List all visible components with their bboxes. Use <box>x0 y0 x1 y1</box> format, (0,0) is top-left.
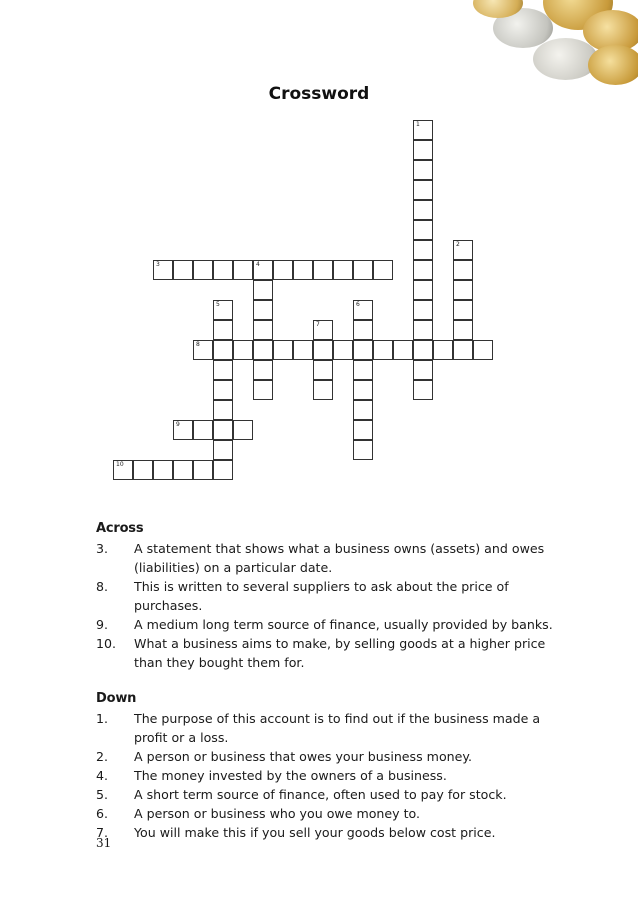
clue-item <box>96 747 566 766</box>
grid-cell[interactable] <box>413 260 433 280</box>
cell-number: 8 <box>196 341 200 348</box>
grid-cell[interactable] <box>393 340 413 360</box>
grid-cell[interactable] <box>213 460 233 480</box>
grid-cell[interactable] <box>213 260 233 280</box>
grid-cell[interactable] <box>193 420 213 440</box>
clue-text: A person or business who you owe money to. <box>134 806 421 821</box>
clue-text: A short term source of finance, often used to pay for stock. <box>134 787 507 802</box>
grid-cell[interactable] <box>273 340 293 360</box>
grid-cell[interactable] <box>113 460 133 480</box>
grid-cell[interactable] <box>413 180 433 200</box>
grid-cell[interactable] <box>353 380 373 400</box>
grid-cell[interactable] <box>413 240 433 260</box>
grid-cell[interactable] <box>173 420 193 440</box>
grid-cell[interactable] <box>353 400 373 420</box>
grid-cell[interactable] <box>453 340 473 360</box>
grid-cell[interactable] <box>213 440 233 460</box>
grid-cell[interactable] <box>213 380 233 400</box>
clue-item <box>96 709 566 747</box>
grid-cell[interactable] <box>373 260 393 280</box>
grid-cell[interactable] <box>413 340 433 360</box>
grid-cell[interactable] <box>293 260 313 280</box>
clue-text: This is written to several suppliers to ask about the price of purchases. <box>134 579 509 613</box>
grid-cell[interactable] <box>353 360 373 380</box>
grid-cell[interactable] <box>213 320 233 340</box>
cell-number: 3 <box>156 261 160 268</box>
grid-cell[interactable] <box>293 340 313 360</box>
grid-cell[interactable] <box>193 340 213 360</box>
grid-cell[interactable] <box>253 300 273 320</box>
grid-cell[interactable] <box>413 160 433 180</box>
grid-cell[interactable] <box>413 380 433 400</box>
clue-text: A statement that shows what a business owns (assets) and owes (liabilities) on a particular date. <box>134 541 545 575</box>
across-heading: Across <box>96 521 144 536</box>
cell-number: 1 <box>416 121 420 128</box>
grid-cell[interactable] <box>453 260 473 280</box>
cell-number: 2 <box>456 241 460 248</box>
grid-cell[interactable] <box>353 340 373 360</box>
grid-cell[interactable] <box>213 360 233 380</box>
grid-cell[interactable] <box>453 300 473 320</box>
grid-cell[interactable] <box>433 340 453 360</box>
clue-text: A person or business that owes your business money. <box>134 749 473 764</box>
clue-item <box>96 785 566 804</box>
grid-cell[interactable] <box>413 320 433 340</box>
down-heading: Down <box>96 691 137 706</box>
page-title: Crossword <box>268 84 370 104</box>
clue-text: The purpose of this account is to find out if the business made a profit or a loss. <box>134 711 541 745</box>
grid-cell[interactable] <box>153 460 173 480</box>
grid-cell[interactable] <box>353 260 373 280</box>
grid-cell[interactable] <box>213 300 233 320</box>
grid-cell[interactable] <box>213 420 233 440</box>
clue-number: 8. <box>96 579 109 594</box>
clue-number: 10. <box>96 636 117 651</box>
clue-item <box>96 577 566 615</box>
clue-text: What a business aims to make, by selling goods at a higher price than they bought them for. <box>134 636 546 670</box>
grid-cell[interactable] <box>353 440 373 460</box>
cell-number: 7 <box>316 321 320 328</box>
grid-cell[interactable] <box>253 360 273 380</box>
clue-text: You will make this if you sell your goods below cost price. <box>134 825 496 840</box>
clue-item <box>96 615 566 634</box>
grid-cell[interactable] <box>453 280 473 300</box>
clue-number: 4. <box>96 768 109 783</box>
page-number: 31 <box>96 836 112 850</box>
grid-cell[interactable] <box>253 380 273 400</box>
grid-cell[interactable] <box>313 340 333 360</box>
grid-cell[interactable] <box>193 260 213 280</box>
cell-number: 4 <box>256 261 260 268</box>
grid-cell[interactable] <box>213 340 233 360</box>
cell-number: 10 <box>116 461 124 468</box>
grid-cell[interactable] <box>413 120 433 140</box>
grid-cell[interactable] <box>453 320 473 340</box>
grid-cell[interactable] <box>413 280 433 300</box>
grid-cell[interactable] <box>133 460 153 480</box>
clue-number: 1. <box>96 711 109 726</box>
grid-cell[interactable] <box>333 260 353 280</box>
cell-number: 6 <box>356 301 360 308</box>
grid-cell[interactable] <box>453 240 473 260</box>
grid-cell[interactable] <box>233 420 253 440</box>
grid-cell[interactable] <box>373 340 393 360</box>
grid-cell[interactable] <box>253 280 273 300</box>
clue-number: 5. <box>96 787 109 802</box>
grid-cell[interactable] <box>313 260 333 280</box>
grid-cell[interactable] <box>193 460 213 480</box>
grid-cell[interactable] <box>413 360 433 380</box>
grid-cell[interactable] <box>333 340 353 360</box>
clue-number: 3. <box>96 541 109 556</box>
grid-cell[interactable] <box>413 300 433 320</box>
clue-text: A medium long term source of finance, usually provided by banks. <box>134 617 553 632</box>
grid-cell[interactable] <box>273 260 293 280</box>
grid-cell[interactable] <box>353 420 373 440</box>
clue-number: 6. <box>96 806 109 821</box>
grid-cell[interactable] <box>353 300 373 320</box>
clue-number: 2. <box>96 749 109 764</box>
clue-text: The money invested by the owners of a business. <box>134 768 447 783</box>
clue-item <box>96 823 566 842</box>
clues-section <box>96 521 566 842</box>
grid-cell[interactable] <box>473 340 493 360</box>
grid-cell[interactable] <box>233 340 253 360</box>
clue-item <box>96 634 566 672</box>
grid-cell[interactable] <box>233 260 253 280</box>
grid-cell[interactable] <box>173 260 193 280</box>
grid-cell[interactable] <box>413 200 433 220</box>
grid-cell[interactable] <box>153 260 173 280</box>
clue-number: 7. <box>96 825 109 840</box>
grid-cell[interactable] <box>253 340 273 360</box>
clue-item <box>96 804 566 823</box>
clue-number: 9. <box>96 617 109 632</box>
grid-cell[interactable] <box>313 320 333 340</box>
grid-cell[interactable] <box>313 380 333 400</box>
grid-cell[interactable] <box>213 400 233 420</box>
grid-cell[interactable] <box>353 320 373 340</box>
cell-number: 9 <box>176 421 180 428</box>
grid-cell[interactable] <box>413 220 433 240</box>
grid-cell[interactable] <box>173 460 193 480</box>
grid-cell[interactable] <box>253 320 273 340</box>
grid-cell[interactable] <box>413 140 433 160</box>
cell-number: 5 <box>216 301 220 308</box>
grid-cell[interactable] <box>313 360 333 380</box>
grid-cell[interactable] <box>253 260 273 280</box>
clue-item <box>96 539 566 577</box>
clue-item <box>96 766 566 785</box>
